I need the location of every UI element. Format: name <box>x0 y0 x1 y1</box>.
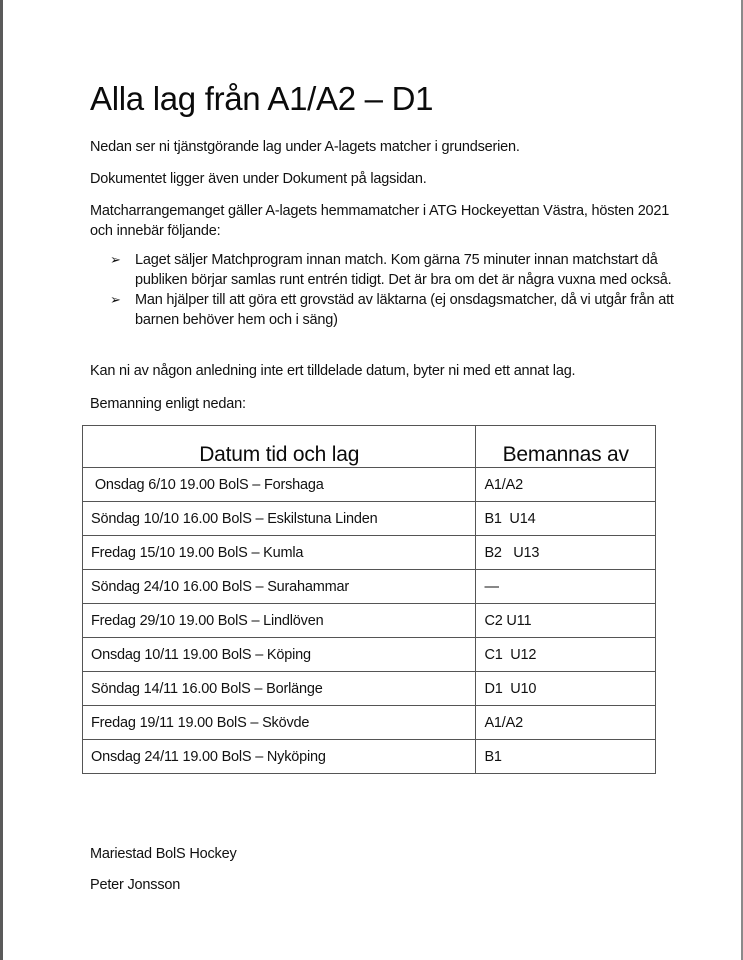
duty-item <box>110 290 680 330</box>
staffed-by-cell: B1 U14 <box>476 502 656 536</box>
header-staffed-by: Bemannas av <box>476 426 656 468</box>
intro-paragraph: Nedan ser ni tjänstgörande lag under A-lagets matcher i grundserien. <box>90 139 520 155</box>
table-row <box>83 536 656 570</box>
arrowhead-bullet-icon: ➢ <box>110 252 121 267</box>
staffing-table <box>82 425 656 774</box>
staffed-by-cell: C1 U12 <box>476 638 656 672</box>
table-row <box>83 638 656 672</box>
table-row <box>83 740 656 774</box>
match-cell: Onsdag 24/11 19.00 BolS – Nyköping <box>83 740 476 774</box>
table-row <box>83 570 656 604</box>
table-header-row <box>83 426 656 468</box>
match-cell: Söndag 10/10 16.00 BolS – Eskilstuna Linden <box>83 502 476 536</box>
table-row <box>83 672 656 706</box>
table-row <box>83 502 656 536</box>
staffed-by-cell: A1/A2 <box>476 706 656 740</box>
signature-name: Peter Jonsson <box>90 877 181 893</box>
match-cell: Söndag 24/10 16.00 BolS – Surahammar <box>83 570 476 604</box>
duty-text: Man hjälper till att göra ett grovstäd av läktarna (ej onsdagsmatcher, då vi utgår från att barnen behöver hem och i säng) <box>135 292 674 328</box>
match-cell: Söndag 14/11 16.00 BolS – Borlänge <box>83 672 476 706</box>
header-match: Datum tid och lag <box>83 426 476 468</box>
staffed-by-cell: B2 U13 <box>476 536 656 570</box>
document-location-paragraph: Dokumentet ligger även under Dokument på lagsidan. <box>90 171 427 187</box>
staffed-by-cell: — <box>476 570 656 604</box>
staffed-by-cell: A1/A2 <box>476 468 656 502</box>
document-title: Alla lag från A1/A2 – D1 <box>90 80 434 117</box>
duties-list <box>110 250 680 330</box>
staffed-by-cell: D1 U10 <box>476 672 656 706</box>
swap-paragraph: Kan ni av någon anledning inte ert tilldelade datum, byter ni med ett annat lag. <box>90 363 576 379</box>
arrowhead-bullet-icon: ➢ <box>110 292 121 307</box>
match-cell: Fredag 15/10 19.00 BolS – Kumla <box>83 536 476 570</box>
match-cell: Fredag 29/10 19.00 BolS – Lindlöven <box>83 604 476 638</box>
match-cell: Fredag 19/11 19.00 BolS – Skövde <box>83 706 476 740</box>
staffed-by-cell: B1 <box>476 740 656 774</box>
signature-organization: Mariestad BolS Hockey <box>90 846 237 862</box>
match-cell: Onsdag 6/10 19.00 BolS – Forshaga <box>83 468 476 502</box>
table-row <box>83 706 656 740</box>
table-row <box>83 604 656 638</box>
table-row <box>83 468 656 502</box>
staffed-by-cell: C2 U11 <box>476 604 656 638</box>
duty-text: Laget säljer Matchprogram innan match. Kom gärna 75 minuter innan matchstart då publiken börjar samlas runt entrén tidigt. Det är bra om det är några vuxna med också. <box>135 252 672 288</box>
match-cell: Onsdag 10/11 19.00 BolS – Köping <box>83 638 476 672</box>
arrangement-paragraph: Matcharrangemanget gäller A-lagets hemmamatcher i ATG Hockeyettan Västra, hösten 2021 och innebär följande: <box>90 203 670 239</box>
duty-item <box>110 250 680 290</box>
staffing-intro: Bemanning enligt nedan: <box>90 396 246 412</box>
